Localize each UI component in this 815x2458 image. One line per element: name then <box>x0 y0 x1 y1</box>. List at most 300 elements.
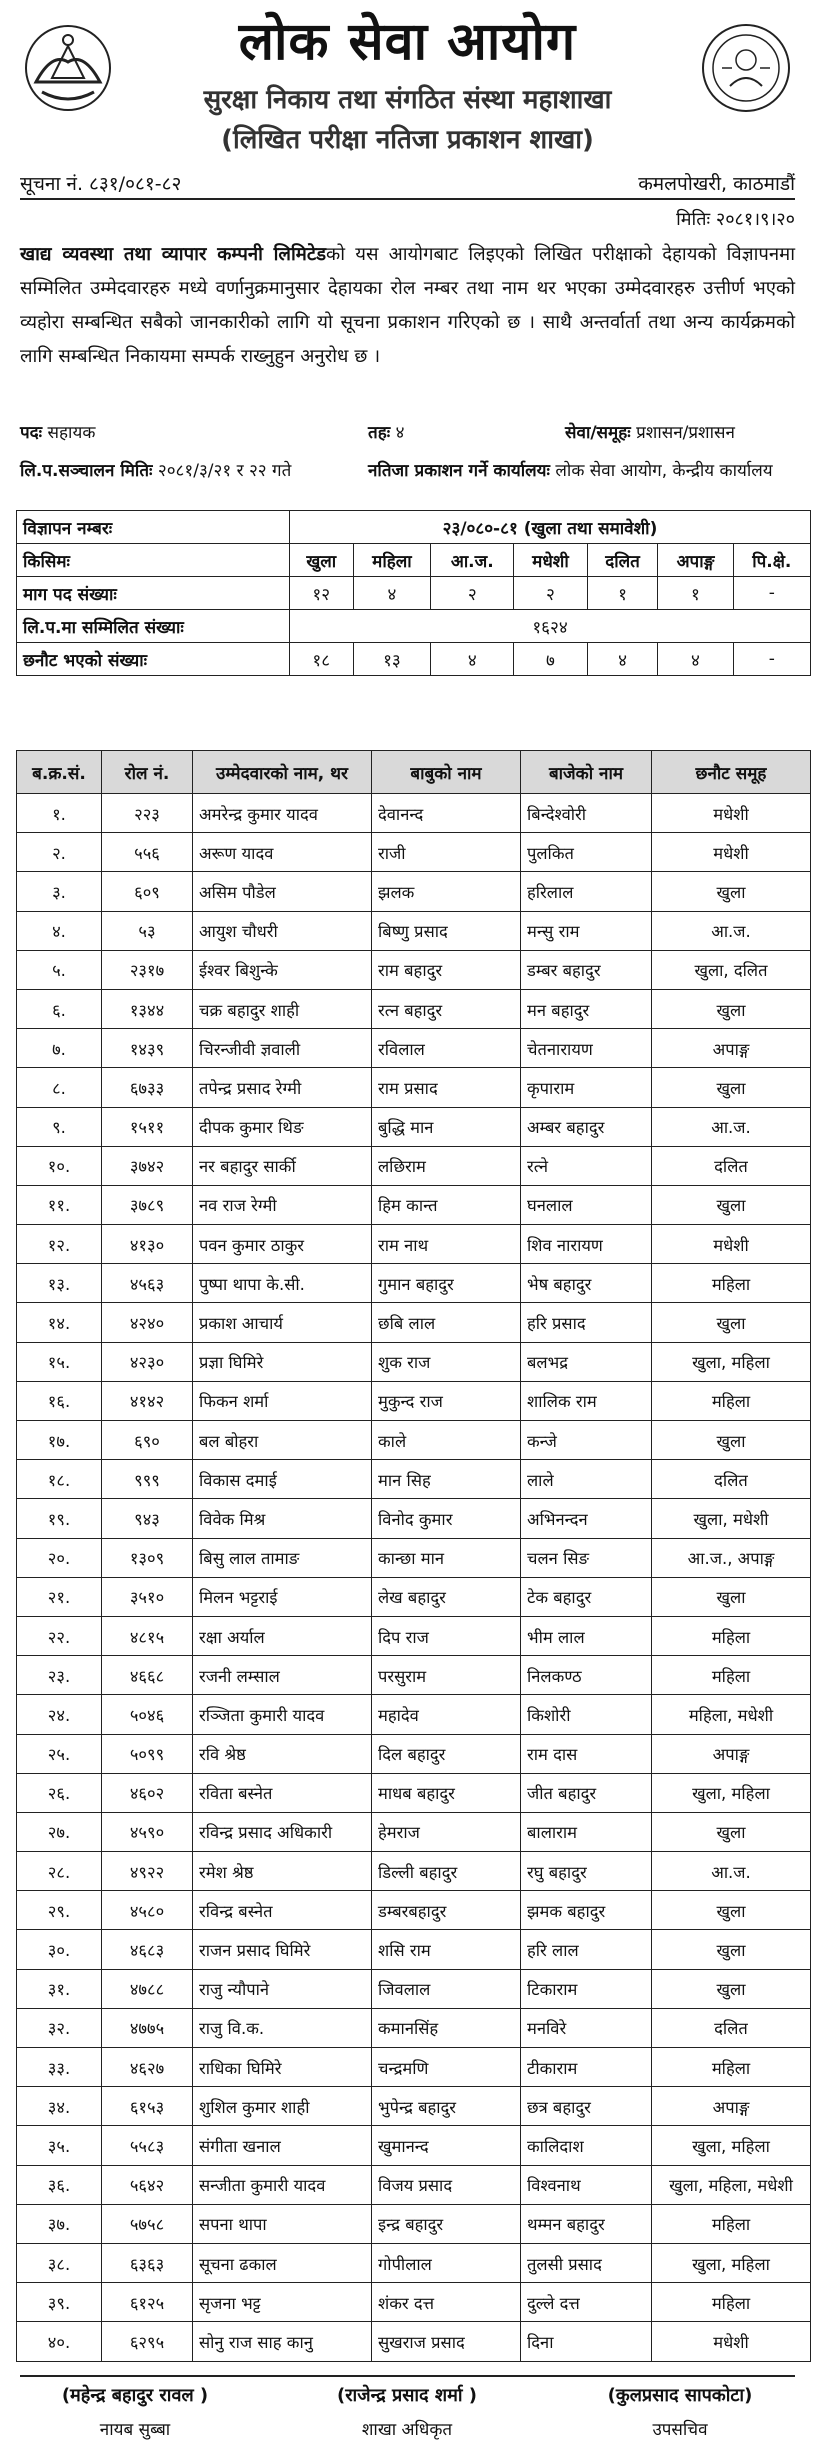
candidate-name-cell: तपेन्द्र प्रसाद रेग्मी <box>193 1068 372 1107</box>
serial-cell: ९. <box>17 1107 102 1146</box>
roll-cell: ६३६३ <box>102 2243 193 2282</box>
candidate-name-cell: पुष्पा थापा के.सी. <box>193 1264 372 1303</box>
father-name-cell: लेख बहादुर <box>372 1577 521 1616</box>
roll-cell: ४२३० <box>102 1342 193 1381</box>
grandfather-name-cell: छत्र बहादुर <box>521 2087 652 2126</box>
group-cell: दलित <box>652 1460 811 1499</box>
father-name-cell: बुद्धि मान <box>372 1107 521 1146</box>
group-cell: अपाङ्ग <box>652 1029 811 1068</box>
grandfather-name-cell: शालिक राम <box>521 1381 652 1420</box>
posts-cell: १ <box>587 577 658 610</box>
father-name-cell: काले <box>372 1421 521 1460</box>
post-field: पदः सहायक <box>20 423 96 443</box>
grandfather-name-cell: हरि लाल <box>521 1930 652 1969</box>
candidate-name-cell: नर बहादुर सार्की <box>193 1146 372 1185</box>
table-row <box>17 833 811 872</box>
serial-cell: १६. <box>17 1381 102 1420</box>
group-cell: खुला <box>652 1421 811 1460</box>
candidate-name-cell: बल बोहरा <box>193 1421 372 1460</box>
father-name-cell: लछिराम <box>372 1146 521 1185</box>
signature-divider <box>20 2375 795 2377</box>
group-cell: महिला <box>652 1656 811 1695</box>
signatory-title: उपसचिव <box>652 2420 708 2440</box>
grandfather-name-cell: हरिलाल <box>521 872 652 911</box>
father-name-cell: राजी <box>372 833 521 872</box>
table-row <box>17 1616 811 1655</box>
serial-cell: २१. <box>17 1577 102 1616</box>
posts-cell: ४ <box>353 577 431 610</box>
grandfather-name-cell: टिकाराम <box>521 1969 652 2008</box>
serial-cell: ३८. <box>17 2243 102 2282</box>
serial-cell: ८. <box>17 1068 102 1107</box>
table-row <box>17 872 811 911</box>
roll-cell: ३५१० <box>102 1577 193 1616</box>
group-cell: खुला <box>652 1185 811 1224</box>
group-cell: महिला, मधेशी <box>652 1695 811 1734</box>
candidate-name-cell: पवन कुमार ठाकुर <box>193 1225 372 1264</box>
father-name-cell: राम बहादुर <box>372 950 521 989</box>
candidate-name-cell: मिलन भट्टराई <box>193 1577 372 1616</box>
serial-cell: ३२. <box>17 2008 102 2047</box>
grandfather-name-cell: हरि प्रसाद <box>521 1303 652 1342</box>
grandfather-name-cell: लाले <box>521 1460 652 1499</box>
father-name-cell: बिष्णु प्रसाद <box>372 911 521 950</box>
posts-row <box>17 577 811 610</box>
serial-cell: १३. <box>17 1264 102 1303</box>
serial-cell: २७. <box>17 1812 102 1851</box>
father-name-cell: हिम कान्त <box>372 1185 521 1224</box>
results-table <box>16 750 811 2362</box>
candidate-name-cell: आयुश चौधरी <box>193 911 372 950</box>
roll-cell: ३७४२ <box>102 1146 193 1185</box>
serial-cell: २०. <box>17 1538 102 1577</box>
group-cell: खुला, महिला <box>652 1773 811 1812</box>
selected-cell: ४ <box>431 643 514 676</box>
roll-cell: ४७८८ <box>102 1969 193 2008</box>
group-cell: महिला <box>652 2048 811 2087</box>
candidate-name-cell: राजु वि.क. <box>193 2008 372 2047</box>
grandfather-name-cell: अम्बर बहादुर <box>521 1107 652 1146</box>
level-field: तहः ४ <box>368 423 405 443</box>
father-name-cell: माधब बहादुर <box>372 1773 521 1812</box>
group-cell: खुला <box>652 872 811 911</box>
group-cell: खुला <box>652 989 811 1028</box>
table-row <box>17 2087 811 2126</box>
father-name-cell: राम नाथ <box>372 1225 521 1264</box>
table-row <box>17 2243 811 2282</box>
col-header-roll: रोल नं. <box>102 751 193 794</box>
grandfather-name-cell: मन्सु राम <box>521 911 652 950</box>
candidate-name-cell: चक्र बहादुर शाही <box>193 989 372 1028</box>
roll-cell: ४६२७ <box>102 2048 193 2087</box>
table-row <box>17 1852 811 1891</box>
grandfather-name-cell: विश्वनाथ <box>521 2165 652 2204</box>
father-name-cell: महादेव <box>372 1695 521 1734</box>
signatory-name: (कुलप्रसाद सापकोटा) <box>607 2385 753 2406</box>
grandfather-name-cell: बिन्देश्वोरी <box>521 794 652 833</box>
grandfather-name-cell: भीम लाल <box>521 1616 652 1655</box>
candidate-name-cell: बिसु लाल तामाङ <box>193 1538 372 1577</box>
roll-cell: ५५८३ <box>102 2126 193 2165</box>
father-name-cell: देवानन्द <box>372 794 521 833</box>
posts-label: माग पद संख्याः <box>17 577 290 610</box>
table-row <box>17 1460 811 1499</box>
roll-cell: ४२४० <box>102 1303 193 1342</box>
father-name-cell: डम्बरबहादुर <box>372 1891 521 1930</box>
table-row <box>17 2048 811 2087</box>
group-cell: महिला <box>652 1264 811 1303</box>
table-row <box>17 1499 811 1538</box>
group-cell: खुला, महिला <box>652 2126 811 2165</box>
serial-cell: २३. <box>17 1656 102 1695</box>
father-name-cell: शसि राम <box>372 1930 521 1969</box>
grandfather-name-cell: अभिनन्दन <box>521 1499 652 1538</box>
selected-cell: ७ <box>514 643 588 676</box>
office-location: कमलपोखरी, काठमाडौं <box>638 173 795 195</box>
table-row <box>17 1812 811 1851</box>
group-cell: आ.ज., अपाङ्ग <box>652 1538 811 1577</box>
candidate-name-cell: विवेक मिश्र <box>193 1499 372 1538</box>
exam-date-field: लि.प.सञ्चालन मितिः २०८१/३/२१ र २२ गते <box>20 461 292 481</box>
father-name-cell: दिल बहादुर <box>372 1734 521 1773</box>
group-cell: खुला, महिला, मधेशी <box>652 2165 811 2204</box>
serial-cell: ३९. <box>17 2283 102 2322</box>
candidate-name-cell: रक्षा अर्याल <box>193 1616 372 1655</box>
table-row <box>17 989 811 1028</box>
father-name-cell: जिवलाल <box>372 1969 521 2008</box>
table-row <box>17 950 811 989</box>
type-cell: महिला <box>353 544 431 577</box>
candidate-name-cell: सृजना भट्ट <box>193 2283 372 2322</box>
type-cell: अपाङ्ग <box>658 544 733 577</box>
candidate-name-cell: संगीता खनाल <box>193 2126 372 2165</box>
candidate-name-cell: सूचना ढकाल <box>193 2243 372 2282</box>
selected-label: छनौट भएको संख्याः <box>17 643 290 676</box>
type-label: किसिमः <box>17 544 290 577</box>
table-row <box>17 1969 811 2008</box>
type-cell: खुला <box>290 544 354 577</box>
serial-cell: १७. <box>17 1421 102 1460</box>
col-header-name: उम्मेदवारको नाम, थर <box>193 751 372 794</box>
type-cell: दलित <box>587 544 658 577</box>
table-row <box>17 2165 811 2204</box>
serial-cell: १. <box>17 794 102 833</box>
notice-number: सूचना नं. ८३१/०८१-८२ <box>20 173 182 195</box>
roll-cell: ५३ <box>102 911 193 950</box>
signature-block <box>565 2383 795 2440</box>
roll-cell: ४५९० <box>102 1812 193 1851</box>
table-row <box>17 1342 811 1381</box>
group-cell: खुला <box>652 1930 811 1969</box>
serial-cell: १४. <box>17 1303 102 1342</box>
roll-cell: ४१३० <box>102 1225 193 1264</box>
table-row <box>17 1577 811 1616</box>
group-cell: अपाङ्ग <box>652 1734 811 1773</box>
signatory-title: शाखा अधिकृत <box>361 2420 453 2440</box>
serial-cell: ३६. <box>17 2165 102 2204</box>
serial-cell: २४. <box>17 1695 102 1734</box>
selected-row <box>17 643 811 676</box>
serial-cell: ३१. <box>17 1969 102 2008</box>
signature-block <box>20 2383 250 2440</box>
candidate-name-cell: रजनी लम्साल <box>193 1656 372 1695</box>
grandfather-name-cell: थम्मन बहादुर <box>521 2204 652 2243</box>
grandfather-name-cell: निलकण्ठ <box>521 1656 652 1695</box>
serial-cell: ३. <box>17 872 102 911</box>
father-name-cell: झलक <box>372 872 521 911</box>
group-cell: खुला, मधेशी <box>652 1499 811 1538</box>
serial-cell: ३०. <box>17 1930 102 1969</box>
grandfather-name-cell: राम दास <box>521 1734 652 1773</box>
service-field: सेवा/समूहः प्रशासन/प्रशासन <box>565 423 735 443</box>
father-name-cell: चन्द्रमणि <box>372 2048 521 2087</box>
serial-cell: १८. <box>17 1460 102 1499</box>
col-header-group: छनौट समूह <box>652 751 811 794</box>
grandfather-name-cell: रत्ने <box>521 1146 652 1185</box>
serial-cell: १५. <box>17 1342 102 1381</box>
table-row <box>17 1303 811 1342</box>
roll-cell: ५७५८ <box>102 2204 193 2243</box>
grandfather-name-cell: डम्बर बहादुर <box>521 950 652 989</box>
grandfather-name-cell: किशोरी <box>521 1695 652 1734</box>
roll-cell: ५६४२ <box>102 2165 193 2204</box>
roll-cell: ५०९९ <box>102 1734 193 1773</box>
group-cell: खुला <box>652 1969 811 2008</box>
group-cell: आ.ज. <box>652 911 811 950</box>
adv-number-label: विज्ञापन नम्बरः <box>17 511 290 544</box>
grandfather-name-cell: मनविरे <box>521 2008 652 2047</box>
selected-cell: १८ <box>290 643 354 676</box>
roll-cell: ४६०२ <box>102 1773 193 1812</box>
father-name-cell: विजय प्रसाद <box>372 2165 521 2204</box>
sat-row <box>17 610 811 643</box>
table-row <box>17 2204 811 2243</box>
serial-cell: ३४. <box>17 2087 102 2126</box>
candidate-name-cell: सन्जीता कुमारी यादव <box>193 2165 372 2204</box>
advertisement-info-table <box>16 510 811 676</box>
posts-cell: २ <box>431 577 514 610</box>
roll-cell: २२३ <box>102 794 193 833</box>
father-name-cell: हेमराज <box>372 1812 521 1851</box>
serial-cell: ७. <box>17 1029 102 1068</box>
roll-cell: ५५६ <box>102 833 193 872</box>
table-row <box>17 1891 811 1930</box>
father-name-cell: गुमान बहादुर <box>372 1264 521 1303</box>
selected-cell: - <box>733 643 810 676</box>
table-row <box>17 1656 811 1695</box>
branch-name: सुरक्षा निकाय तथा संगठित संस्था महाशाखा <box>203 85 612 115</box>
serial-cell: २८. <box>17 1852 102 1891</box>
candidate-name-cell: प्रज्ञा घिमिरे <box>193 1342 372 1381</box>
group-cell: दलित <box>652 2008 811 2047</box>
candidate-name-cell: नव राज रेग्मी <box>193 1185 372 1224</box>
grandfather-name-cell: भेष बहादुर <box>521 1264 652 1303</box>
father-name-cell: इन्द्र बहादुर <box>372 2204 521 2243</box>
table-row <box>17 1538 811 1577</box>
father-name-cell: भुपेन्द्र बहादुर <box>372 2087 521 2126</box>
grandfather-name-cell: पुलकित <box>521 833 652 872</box>
adv-number-value: २३/०८०-८१ (खुला तथा समावेशी) <box>290 511 811 544</box>
roll-cell: १३०९ <box>102 1538 193 1577</box>
group-cell: खुला, दलित <box>652 950 811 989</box>
serial-cell: १२. <box>17 1225 102 1264</box>
candidate-name-cell: राधिका घिमिरे <box>193 2048 372 2087</box>
group-cell: मधेशी <box>652 1225 811 1264</box>
candidate-name-cell: रमेश श्रेष्ठ <box>193 1852 372 1891</box>
father-name-cell: परसुराम <box>372 1656 521 1695</box>
roll-cell: १३४४ <box>102 989 193 1028</box>
group-cell: खुला <box>652 1577 811 1616</box>
father-name-cell: गोपीलाल <box>372 2243 521 2282</box>
candidate-name-cell: अरूण यादव <box>193 833 372 872</box>
sat-label: लि.प.मा सम्मिलित संख्याः <box>17 610 290 643</box>
grandfather-name-cell: कन्जे <box>521 1421 652 1460</box>
table-row <box>17 794 811 833</box>
serial-cell: २९. <box>17 1891 102 1930</box>
table-row <box>17 911 811 950</box>
roll-cell: ४९२२ <box>102 1852 193 1891</box>
candidate-name-cell: सोनु राज साह कानु <box>193 2322 372 2361</box>
table-row <box>17 2283 811 2322</box>
table-row <box>17 1695 811 1734</box>
type-cell: पि.क्षे. <box>733 544 810 577</box>
section-name: (लिखित परीक्षा नतिजा प्रकाशन शाखा) <box>221 125 594 155</box>
type-cell: आ.ज. <box>431 544 514 577</box>
father-name-cell: विनोद कुमार <box>372 1499 521 1538</box>
table-row <box>17 1185 811 1224</box>
table-row <box>17 1146 811 1185</box>
candidate-name-cell: सपना थापा <box>193 2204 372 2243</box>
roll-cell: २३१७ <box>102 950 193 989</box>
posts-cell: २ <box>514 577 588 610</box>
father-name-cell: शुक राज <box>372 1342 521 1381</box>
group-cell: दलित <box>652 1146 811 1185</box>
group-cell: महिला <box>652 1381 811 1420</box>
candidate-name-cell: चिरन्जीवी ज्ञवाली <box>193 1029 372 1068</box>
father-name-cell: दिप राज <box>372 1616 521 1655</box>
candidate-name-cell: रविन्द्र प्रसाद अधिकारी <box>193 1812 372 1851</box>
roll-cell: ४१४२ <box>102 1381 193 1420</box>
candidate-name-cell: रविन्द्र बस्नेत <box>193 1891 372 1930</box>
serial-cell: २. <box>17 833 102 872</box>
candidate-name-cell: रञ्जिता कुमारी यादव <box>193 1695 372 1734</box>
table-row <box>17 1029 811 1068</box>
grandfather-name-cell: चलन सिङ <box>521 1538 652 1577</box>
roll-cell: ९९९ <box>102 1460 193 1499</box>
roll-cell: ४६६८ <box>102 1656 193 1695</box>
grandfather-name-cell: शिव नारायण <box>521 1225 652 1264</box>
group-cell: खुला, महिला <box>652 2243 811 2282</box>
serial-cell: ४. <box>17 911 102 950</box>
col-header-serial: ब.क्र.सं. <box>17 751 102 794</box>
table-row <box>17 2126 811 2165</box>
father-name-cell: कमानसिंह <box>372 2008 521 2047</box>
group-cell: मधेशी <box>652 2322 811 2361</box>
serial-cell: २२. <box>17 1616 102 1655</box>
intro-paragraph <box>20 238 795 374</box>
grandfather-name-cell: दिना <box>521 2322 652 2361</box>
col-header-father: बाबुको नाम <box>372 751 521 794</box>
group-cell: अपाङ्ग <box>652 2087 811 2126</box>
table-row <box>17 1421 811 1460</box>
group-cell: मधेशी <box>652 833 811 872</box>
father-name-cell: मान सिह <box>372 1460 521 1499</box>
grandfather-name-cell: झमक बहादुर <box>521 1891 652 1930</box>
signature-block <box>292 2383 522 2440</box>
roll-cell: ६७३३ <box>102 1068 193 1107</box>
serial-cell: १९. <box>17 1499 102 1538</box>
father-name-cell: डिल्ली बहादुर <box>372 1852 521 1891</box>
table-row <box>17 1068 811 1107</box>
group-cell: खुला <box>652 1812 811 1851</box>
grandfather-name-cell: घनलाल <box>521 1185 652 1224</box>
grandfather-name-cell: बालाराम <box>521 1812 652 1851</box>
candidate-name-cell: अमरेन्द्र कुमार यादव <box>193 794 372 833</box>
posts-cell: - <box>733 577 810 610</box>
table-row <box>17 1107 811 1146</box>
signatory-name: (राजेन्द्र प्रसाद शर्मा ) <box>336 2385 478 2406</box>
candidate-name-cell: राजु न्यौपाने <box>193 1969 372 2008</box>
grandfather-name-cell: कालिदाश <box>521 2126 652 2165</box>
grandfather-name-cell: कृपाराम <box>521 1068 652 1107</box>
father-name-cell: कान्छा मान <box>372 1538 521 1577</box>
org-title: लोक सेवा आयोग <box>238 11 577 72</box>
roll-cell: ५०४६ <box>102 1695 193 1734</box>
candidate-name-cell: असिम पौडेल <box>193 872 372 911</box>
group-cell: आ.ज. <box>652 1107 811 1146</box>
serial-cell: ३३. <box>17 2048 102 2087</box>
serial-cell: ११. <box>17 1185 102 1224</box>
grandfather-name-cell: चेतनारायण <box>521 1029 652 1068</box>
table-row <box>17 1264 811 1303</box>
roll-cell: ९४३ <box>102 1499 193 1538</box>
serial-cell: ३७. <box>17 2204 102 2243</box>
grandfather-name-cell: जीत बहादुर <box>521 1773 652 1812</box>
table-row <box>17 1773 811 1812</box>
roll-cell: ६१५३ <box>102 2087 193 2126</box>
table-row <box>17 2322 811 2361</box>
posts-cell: १२ <box>290 577 354 610</box>
group-cell: खुला <box>652 1068 811 1107</box>
group-cell: आ.ज. <box>652 1852 811 1891</box>
roll-cell: १४३९ <box>102 1029 193 1068</box>
group-cell: महिला <box>652 2204 811 2243</box>
grandfather-name-cell: बलभद्र <box>521 1342 652 1381</box>
group-cell: महिला <box>652 1616 811 1655</box>
roll-cell: ६१२५ <box>102 2283 193 2322</box>
grandfather-name-cell: टेक बहादुर <box>521 1577 652 1616</box>
table-row <box>17 1225 811 1264</box>
father-name-cell: मुकुन्द राज <box>372 1381 521 1420</box>
father-name-cell: छबि लाल <box>372 1303 521 1342</box>
father-name-cell: खुमानन्द <box>372 2126 521 2165</box>
grandfather-name-cell: टीकाराम <box>521 2048 652 2087</box>
father-name-cell: रत्न बहादुर <box>372 989 521 1028</box>
signatory-title: नायब सुब्बा <box>99 2420 171 2440</box>
roll-cell: ४७७५ <box>102 2008 193 2047</box>
roll-cell: ४५६३ <box>102 1264 193 1303</box>
roll-cell: ४५८० <box>102 1891 193 1930</box>
serial-cell: ५. <box>17 950 102 989</box>
selected-cell: ४ <box>658 643 733 676</box>
serial-cell: १०. <box>17 1146 102 1185</box>
candidate-name-cell: रवि श्रेष्ठ <box>193 1734 372 1773</box>
group-cell: खुला <box>652 1303 811 1342</box>
sat-value: १६२४ <box>290 610 811 643</box>
group-cell: महिला <box>652 2283 811 2322</box>
adv-number-row <box>17 511 811 544</box>
roll-cell: ३७८९ <box>102 1185 193 1224</box>
